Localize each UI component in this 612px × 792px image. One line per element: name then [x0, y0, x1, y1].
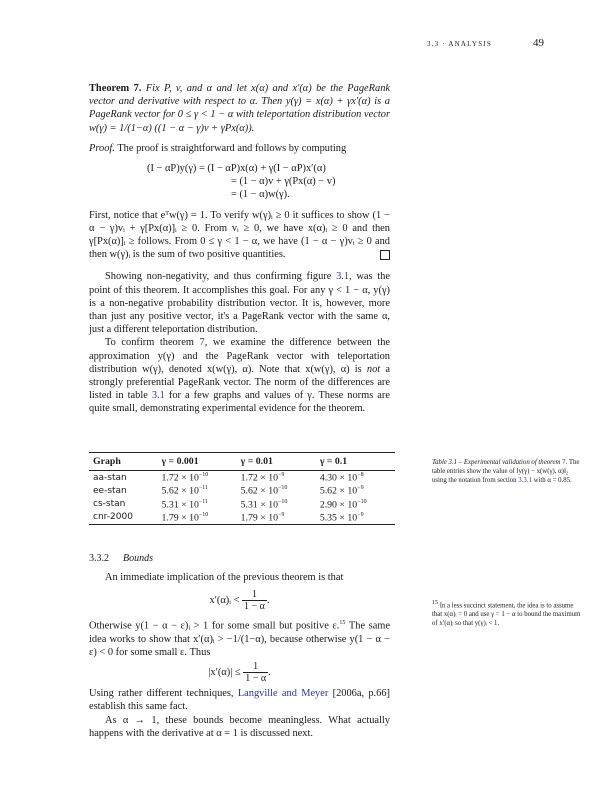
- sidenote-marker: 15: [432, 600, 438, 606]
- cell: [316, 471, 395, 485]
- column-header: Graph: [93, 456, 121, 467]
- column-header: γ = 0.001: [161, 456, 199, 467]
- proof-label: Proof.: [89, 142, 115, 154]
- equation-line: = (1 − α)w(γ).: [231, 189, 290, 201]
- mantissa: 5.35 × 10: [319, 512, 358, 524]
- mantissa: 5.31 × 10: [240, 498, 279, 510]
- exponent: −11: [198, 485, 209, 492]
- mantissa: 5.62 × 10: [161, 485, 199, 497]
- denominator: 1 − α: [244, 601, 265, 613]
- mantissa: 1.79 × 10: [161, 512, 199, 524]
- section-heading: [89, 553, 153, 564]
- table-row: [89, 498, 395, 511]
- exponent: −10: [357, 498, 367, 505]
- theorem: [89, 82, 390, 135]
- bounds-citation: [89, 687, 390, 713]
- theorem-block: [89, 82, 390, 416]
- theorem-ref-link[interactable]: 7: [199, 337, 205, 349]
- graph-name: cs-stan: [93, 499, 126, 510]
- caption-text: . The table entries show the value of ‖y(γ) − x(w(γ), α)‖₂ using the notation from section: [432, 459, 580, 484]
- text: , we examine the difference between the approximation y(γ) and the PageRank vector with teleportation distribution w(γ), denoted x(w(γ), α). Note that x(w(γ), α) is: [89, 337, 391, 375]
- table-ref-link[interactable]: 3.1: [151, 390, 165, 402]
- theorem-statement: Fix P, v, and α and let x(α) and x′(α) be the PageRank vector and derivative with respect to α. Then y(γ) = x(α) + γx′(α) is a PageRank vector for 0 ≤ γ < 1 − α with teleportation distribution vector w(γ) = 1/(1−α) ((1 − α − γ)v + γPx(α)).: [89, 83, 390, 134]
- cell: [237, 471, 316, 485]
- text: Otherwise y(1 − α − ε)ᵢ > 1 for some small but positive ε.: [89, 620, 340, 632]
- sidenote-text: In a less succinct statement, the idea is to assume that x(α)ᵢ = 0 and use γ = 1 − α to bound the maximum of x′(α)ᵢ so that y(γ)ᵢ < 1.: [432, 602, 581, 628]
- paragraph-confirm: [89, 336, 390, 415]
- proof-body-text: First, notice that eᵀw(γ) = 1. To verify w(γ)ᵢ ≥ 0 it suffices to show (1 − α − γ)vᵢ + γ[Px(α)]ᵢ ≥ 0. From vᵢ ≥ 0, we have x(α)ᵢ ≥ 0 and then γ[Px(α)]ᵢ ≥ follows. From 0 ≤ γ < 1 − α, we have (1 − α − γ)vᵢ ≥ 0 and then w(γ)ᵢ is the sum of two positive quantities.: [89, 209, 390, 261]
- exponent: −10: [278, 485, 288, 492]
- paragraph-nonnegativity: [89, 270, 390, 336]
- bounds-intro: An immediate implication of the previous theorem is that: [105, 572, 344, 583]
- exponent: −9: [357, 485, 364, 492]
- equation-lhs: x′(α)ᵢ <: [209, 595, 240, 607]
- mantissa: 5.62 × 10: [319, 485, 358, 497]
- text: Using rather different techniques,: [89, 688, 238, 700]
- cell: [158, 498, 237, 511]
- proof-body: [89, 209, 390, 262]
- graph-name: ee-stan: [93, 485, 127, 496]
- mantissa: 2.90 × 10: [319, 498, 358, 510]
- exponent: −10: [278, 498, 288, 505]
- graph-name: aa-stan: [93, 472, 127, 483]
- exponent: −9: [278, 511, 285, 518]
- caption-theorem-link[interactable]: 7: [562, 459, 566, 466]
- proof-intro: [89, 142, 390, 155]
- mantissa: 1.72 × 10: [240, 472, 279, 484]
- exponent: −10: [198, 472, 209, 478]
- figure-ref-link[interactable]: 3.1: [336, 271, 350, 283]
- table-row: [89, 484, 395, 497]
- cell: [237, 484, 316, 497]
- results-table: [89, 452, 395, 525]
- mantissa: 4.30 × 10: [319, 472, 358, 484]
- table-row: [89, 511, 395, 525]
- bounds-otherwise: [89, 617, 390, 659]
- table-header-row: [89, 453, 395, 471]
- exponent: −11: [198, 498, 209, 505]
- cell: [316, 484, 395, 497]
- exponent: −9: [278, 472, 285, 478]
- cell: [237, 498, 316, 511]
- graph-name: cnr-2000: [93, 512, 133, 523]
- numerator: 1: [243, 661, 268, 673]
- page-number: 49: [533, 37, 544, 49]
- proof-intro-text: The proof is straightforward and follows by computing: [117, 142, 347, 154]
- bound-equation-1: x′(α)ᵢ < $\frac{1}{1 - \alpha}$ .: [209, 589, 270, 613]
- cell: [316, 498, 395, 511]
- proof-equation: [147, 162, 390, 202]
- theorem-label: Theorem 7.: [89, 83, 142, 94]
- fraction: [243, 661, 268, 684]
- caption-section-link[interactable]: 3.3.1: [518, 477, 532, 484]
- cell: [158, 511, 237, 525]
- column-header: γ = 0.01: [240, 456, 273, 467]
- section-number: 3.3.2: [89, 553, 109, 564]
- mantissa: 1.72 × 10: [161, 472, 199, 484]
- cell: [158, 484, 237, 497]
- table-caption: [432, 458, 582, 485]
- mantissa: 1.79 × 10: [240, 512, 279, 524]
- equation-line: (I − αP)y(γ) = (I − αP)x(α) + γ(I − αP)x′(α): [147, 163, 326, 175]
- fraction: [242, 589, 267, 612]
- running-header-section: 3.3 · ANALYSIS: [427, 40, 492, 48]
- column-header: γ = 0.1: [319, 456, 348, 467]
- text: Showing non-negativity, and thus confirming figure: [105, 271, 337, 283]
- qed-square-icon: [380, 250, 390, 260]
- text: a strongly preferential PageRank vector. The norm of the differences are listed in table: [89, 363, 390, 402]
- citation-link[interactable]: Langville and Meyer: [237, 688, 329, 700]
- bound-equation-2: |x′(α)| ≤ $\frac{1}{1 - \alpha}$ .: [208, 661, 271, 685]
- exponent: −8: [357, 472, 364, 478]
- text: The same idea works to show that x′(α)ᵢ > −1/(1−α), because otherwise y(1 − α − ε) < 0 for some small ε. Thus: [89, 620, 390, 659]
- cell: [158, 471, 237, 485]
- numerator: 1: [242, 589, 267, 601]
- equation-lhs: |x′(α)| ≤: [208, 667, 241, 679]
- text: To confirm theorem: [105, 337, 200, 349]
- text: for a few graphs and values of γ. These norms are quite small, demonstrating experimental evidence for the theorem.: [89, 390, 390, 415]
- cell: [316, 511, 395, 525]
- bounds-conclusion: As α → 1, these bounds become meaningless. What actually happens with the derivative at α = 1 is discussed next.: [89, 714, 390, 739]
- cell: [237, 511, 316, 525]
- bounds-block: [89, 571, 390, 740]
- denominator: 1 − α: [245, 673, 267, 685]
- section-title: Bounds: [123, 553, 153, 564]
- text: , was the point of this theorem. It accomplishes this goal. For any γ < 1 − α, y(γ) is a non-negative probability distribution vector. It is, however, more than just any positive vector, it's a PageRank vector with the same α, just a different teleportation distribution.: [89, 271, 390, 336]
- footnote-marker[interactable]: 15: [339, 620, 346, 627]
- caption-text: with α = 0.85.: [531, 477, 572, 484]
- table-row: [89, 471, 395, 485]
- sidenote: [432, 599, 582, 628]
- mantissa: 5.62 × 10: [240, 485, 279, 497]
- exponent: −10: [198, 511, 209, 518]
- text: [2006a, p.66] establish this same fact.: [89, 688, 390, 713]
- caption-label: Table 3.1 – Experimental validation of theorem: [432, 459, 563, 466]
- mantissa: 5.31 × 10: [161, 498, 199, 510]
- exponent: −9: [357, 511, 364, 518]
- emphasis: not: [366, 363, 381, 375]
- equation-line: = (1 − α)v + γ(Px(α) − v): [231, 176, 336, 188]
